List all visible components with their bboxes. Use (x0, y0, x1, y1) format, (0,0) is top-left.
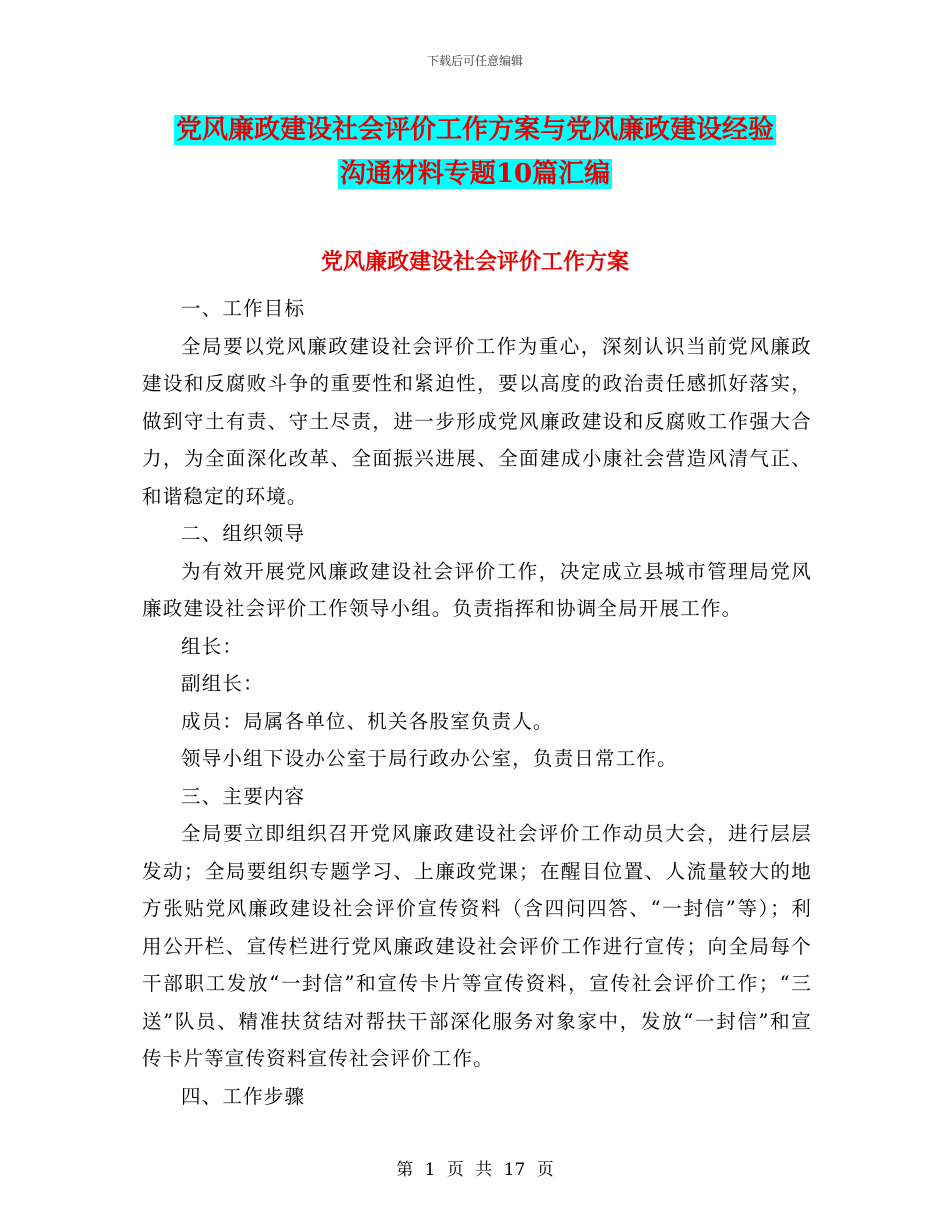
paragraph-main-content: 全局要立即组织召开党风廉政建设社会评价工作动员大会，进行层层发动；全局要组织专题学习、上廉政党课；在醒目位置、人流量较大的地方张贴党风廉政建设社会评价宣传资料（含四问四答、“一封信”等）；利用公开栏、宣传栏进行党风廉政建设社会评价工作进行宣传；向全局每个干部职工发放“一封信”和宣传卡片等宣传资料，宣传社会评价工作；“三送”队员、精准扶贫结对帮扶干部深化服务对象家中，发放“一封信”和宣传卡片等宣传资料宣传社会评价工作。 (142, 822, 812, 1070)
heading-organization: 二、组织领导 (181, 522, 306, 545)
line-group-leader: 组长： (181, 634, 244, 658)
line-members: 成员：局属各单位、机关各股室负责人。 (181, 709, 554, 733)
document-title (0, 108, 950, 196)
heading-main-content: 三、主要内容 (181, 784, 306, 808)
document-title-line-2: 沟通材料专题10篇汇编 (339, 159, 611, 189)
document-body (142, 290, 812, 1115)
line-office: 领导小组下设办公室于局行政办公室，负责日常工作。 (181, 747, 678, 770)
paragraph-organization: 为有效开展党风廉政建设社会评价工作，决定成立县城市管理局党风廉政建设社会评价工作领导小组。负责指挥和协调全局开展工作。 (142, 559, 812, 620)
document-title-line-1: 党风廉政建设社会评价工作方案与党风廉政建设经验 (175, 115, 774, 145)
heading-work-goal: 一、工作目标 (181, 297, 306, 320)
line-deputy-leader: 副组长： (181, 672, 264, 695)
page-number-footer: 第 1 页 共 17 页 (396, 1160, 554, 1180)
paragraph-work-goal: 全局要以党风廉政建设社会评价工作为重心，深刻认识当前党风廉政建设和反腐败斗争的重要性和紧迫性，要以高度的政治责任感抓好落实，做到守土有责、守土尽责，进一步形成党风廉政建设和反腐败工作强大合力，为全面深化改革、全面振兴进展、全面建成小康社会营造风清气正、和谐稳定的环境。 (142, 334, 812, 508)
header-note: 下载后可任意编辑 (426, 54, 523, 68)
section-title: 党风廉政建设社会评价工作方案 (320, 249, 629, 275)
heading-work-steps: 四、工作步骤 (181, 1084, 306, 1108)
